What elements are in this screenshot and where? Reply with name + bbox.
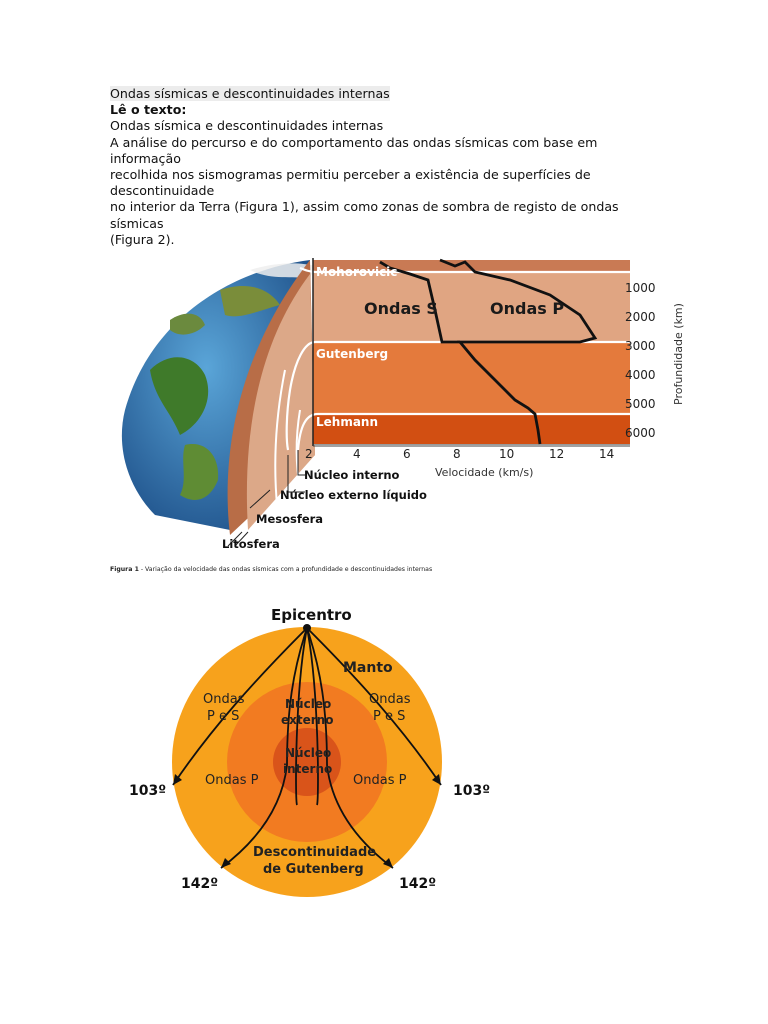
label-nucleo-interno-2: interno [283, 762, 333, 776]
figure-1-earth-layers [110, 250, 690, 560]
x-tick-12: 12 [549, 447, 565, 461]
x-ticks [305, 447, 614, 461]
paragraph-line-2: recolhida nos sismogramas permitiu perceber a existência de superfícies de descontinuidade [110, 167, 591, 199]
x-tick-4: 4 [353, 447, 361, 461]
label-ondas-p-right: Ondas P [353, 773, 407, 788]
label-lehmann: Lehmann [316, 415, 379, 429]
instruction: Lê o texto: [110, 102, 187, 118]
y-tick-1000: 1000 [625, 281, 656, 295]
label-litosfera: Litosfera [222, 537, 280, 551]
paragraph-line-3: no interior da Terra (Figura 1), assim como zonas de sombra de registo de ondas sísmicas [110, 199, 619, 231]
document-title: Ondas sísmicas e descontinuidades internas [110, 86, 390, 101]
subtitle: Ondas sísmica e descontinuidades internas [110, 118, 384, 134]
x-tick-8: 8 [453, 447, 461, 461]
x-tick-10: 10 [499, 447, 515, 461]
label-mesosfera: Mesosfera [256, 512, 324, 526]
document-text [110, 86, 670, 248]
label-ondas-pes-right-2: P e S [373, 709, 406, 724]
label-angle-103-right: 103º [453, 783, 491, 799]
caption-text: - Variação da velocidade das ondas sísmicas com a profundidade e descontinuidades internas [138, 566, 433, 573]
label-nucleo-externo-1: Núcleo [285, 697, 332, 711]
paragraph-line-1: A análise do percurso e do comportamento das ondas sísmicas com base em informação [110, 134, 598, 166]
epicenter-dot [303, 624, 311, 632]
x-tick-14: 14 [599, 447, 615, 461]
label-mohorovicic: Mohorovicic [316, 265, 398, 279]
y-axis-label: Profundidade (km) [672, 303, 685, 405]
label-ondas-pes-left-1: Ondas [203, 692, 245, 707]
label-angle-142-right: 142º [399, 876, 437, 892]
label-ondas-p-left: Ondas P [205, 773, 259, 788]
y-tick-4000: 4000 [625, 368, 656, 382]
x-axis-label: Velocidade (km/s) [435, 466, 534, 479]
label-nucleo-interno: Núcleo interno [304, 468, 400, 482]
y-tick-3000: 3000 [625, 339, 656, 353]
label-ondas-s: Ondas S [364, 299, 438, 318]
label-ondas-pes-left-2: P e S [207, 709, 240, 724]
label-epicentro: Epicentro [271, 606, 352, 624]
label-angle-103-left: 103º [129, 783, 167, 799]
figure-1-caption [110, 566, 432, 573]
label-angle-142-left: 142º [181, 876, 219, 892]
figure-2-shadow-zone [125, 600, 525, 900]
label-nucleo-externo: Núcleo externo líquido [280, 488, 427, 502]
label-ondas-p: Ondas P [490, 299, 565, 318]
x-tick-6: 6 [403, 447, 411, 461]
label-ondas-pes-right-1: Ondas [369, 692, 411, 707]
label-descontinuidade-1: Descontinuidade [253, 845, 377, 860]
paragraph-line-4: (Figura 2). [110, 231, 175, 247]
caption-label: Figura 1 [110, 566, 139, 573]
x-tick-2: 2 [305, 447, 313, 461]
label-nucleo-interno-1: Núcleo [285, 746, 332, 760]
y-tick-6000: 6000 [625, 426, 656, 440]
label-nucleo-externo-2: externo [281, 713, 334, 727]
y-tick-5000: 5000 [625, 397, 656, 411]
label-gutenberg: Gutenberg [316, 347, 389, 361]
label-manto: Manto [343, 660, 393, 676]
label-descontinuidade-2: de Gutenberg [263, 862, 364, 877]
y-tick-2000: 2000 [625, 310, 656, 324]
